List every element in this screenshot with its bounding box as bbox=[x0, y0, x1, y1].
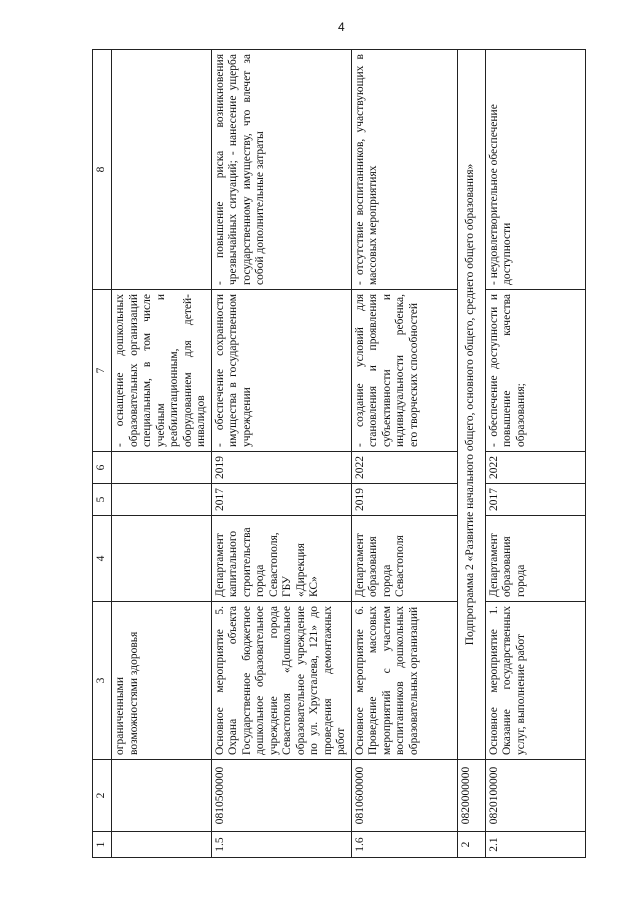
result-cell: - создание условий для становления и проявления субъективности и индивидуальности ребенка, его творческих способностей bbox=[351, 290, 457, 452]
header-cell: 6 bbox=[93, 452, 112, 484]
start-year: 2017 bbox=[485, 484, 585, 516]
program-table bbox=[92, 49, 586, 858]
measure-name-cell: Основное мероприятие 6. Проведение массовых мероприятий с участием воспитанников дошкольных образовательных организаций bbox=[351, 602, 457, 760]
subprogram-row bbox=[457, 50, 485, 858]
executor-cell: Департамент образования города Севастополя bbox=[351, 516, 457, 602]
table-row bbox=[211, 50, 351, 858]
measure-name-cell: Основное мероприятие 1. Оказание государственных услуг, выполнение работ bbox=[485, 602, 585, 760]
continuation-row bbox=[112, 50, 212, 858]
header-row bbox=[93, 50, 112, 858]
executor-cell: Департамент образования города bbox=[485, 516, 585, 602]
page-number: 4 bbox=[338, 20, 345, 34]
budget-code: 0810500000 bbox=[211, 760, 351, 832]
row-number: 1.6 bbox=[351, 832, 457, 858]
consequences-cell: - неудовлетворительное обеспечение доступности bbox=[485, 50, 585, 290]
budget-code: 0820100000 bbox=[485, 760, 585, 832]
header-cell: 5 bbox=[93, 484, 112, 516]
row-number: 2.1 bbox=[485, 832, 585, 858]
start-year: 2019 bbox=[351, 484, 457, 516]
measure-name-cell: ограниченными возможностями здоровья bbox=[112, 602, 212, 760]
rotated-table-container bbox=[92, 50, 562, 858]
header-cell: 7 bbox=[93, 290, 112, 452]
row-number: 2 bbox=[457, 832, 485, 858]
end-year: 2022 bbox=[351, 452, 457, 484]
measure-name-cell: Основное мероприятие 5. Охрана объекта Государственное бюджетное дошкольное образовательное учреждение города Севастополя «Дошкольное образовательное учреждение по ул. Хрусталева, 121» до проведения демонтажных работ bbox=[211, 602, 351, 760]
start-year: 2017 bbox=[211, 484, 351, 516]
end-year: 2019 bbox=[211, 452, 351, 484]
consequences-cell: - отсутствие воспитанников, участвующих в массовых мероприятиях bbox=[351, 50, 457, 290]
budget-code: 0820000000 bbox=[457, 760, 485, 832]
header-cell: 8 bbox=[93, 50, 112, 290]
row-number: 1.5 bbox=[211, 832, 351, 858]
consequences-cell: - повышение риска возникновения чрезвычайных ситуаций; - нанесение ущерба государственному имуществу, что влечет за собой дополнительные затраты bbox=[211, 50, 351, 290]
result-cell: - обеспечение сохранности имущества в государственном учреждении bbox=[211, 290, 351, 452]
header-cell: 3 bbox=[93, 602, 112, 760]
end-year: 2022 bbox=[485, 452, 585, 484]
header-cell: 4 bbox=[93, 516, 112, 602]
executor-cell: Департамент капитального строительства города Севастополя, ГБУ «Дирекция КС» bbox=[211, 516, 351, 602]
table-row bbox=[351, 50, 457, 858]
subprogram-title: Подпрограмма 2 «Развитие начального общего, основного общего, среднего общего образования» bbox=[457, 50, 485, 760]
header-cell: 1 bbox=[93, 832, 112, 858]
header-cell: 2 bbox=[93, 760, 112, 832]
table-row bbox=[485, 50, 585, 858]
result-cell: - обеспечение доступности и повышение качества образования; bbox=[485, 290, 585, 452]
result-cell: - оснащение дошкольных образовательных организаций специальным, в том числе учебным и реабилитационным, оборудованием для детей-инвалидов bbox=[112, 290, 212, 452]
budget-code: 0810600000 bbox=[351, 760, 457, 832]
